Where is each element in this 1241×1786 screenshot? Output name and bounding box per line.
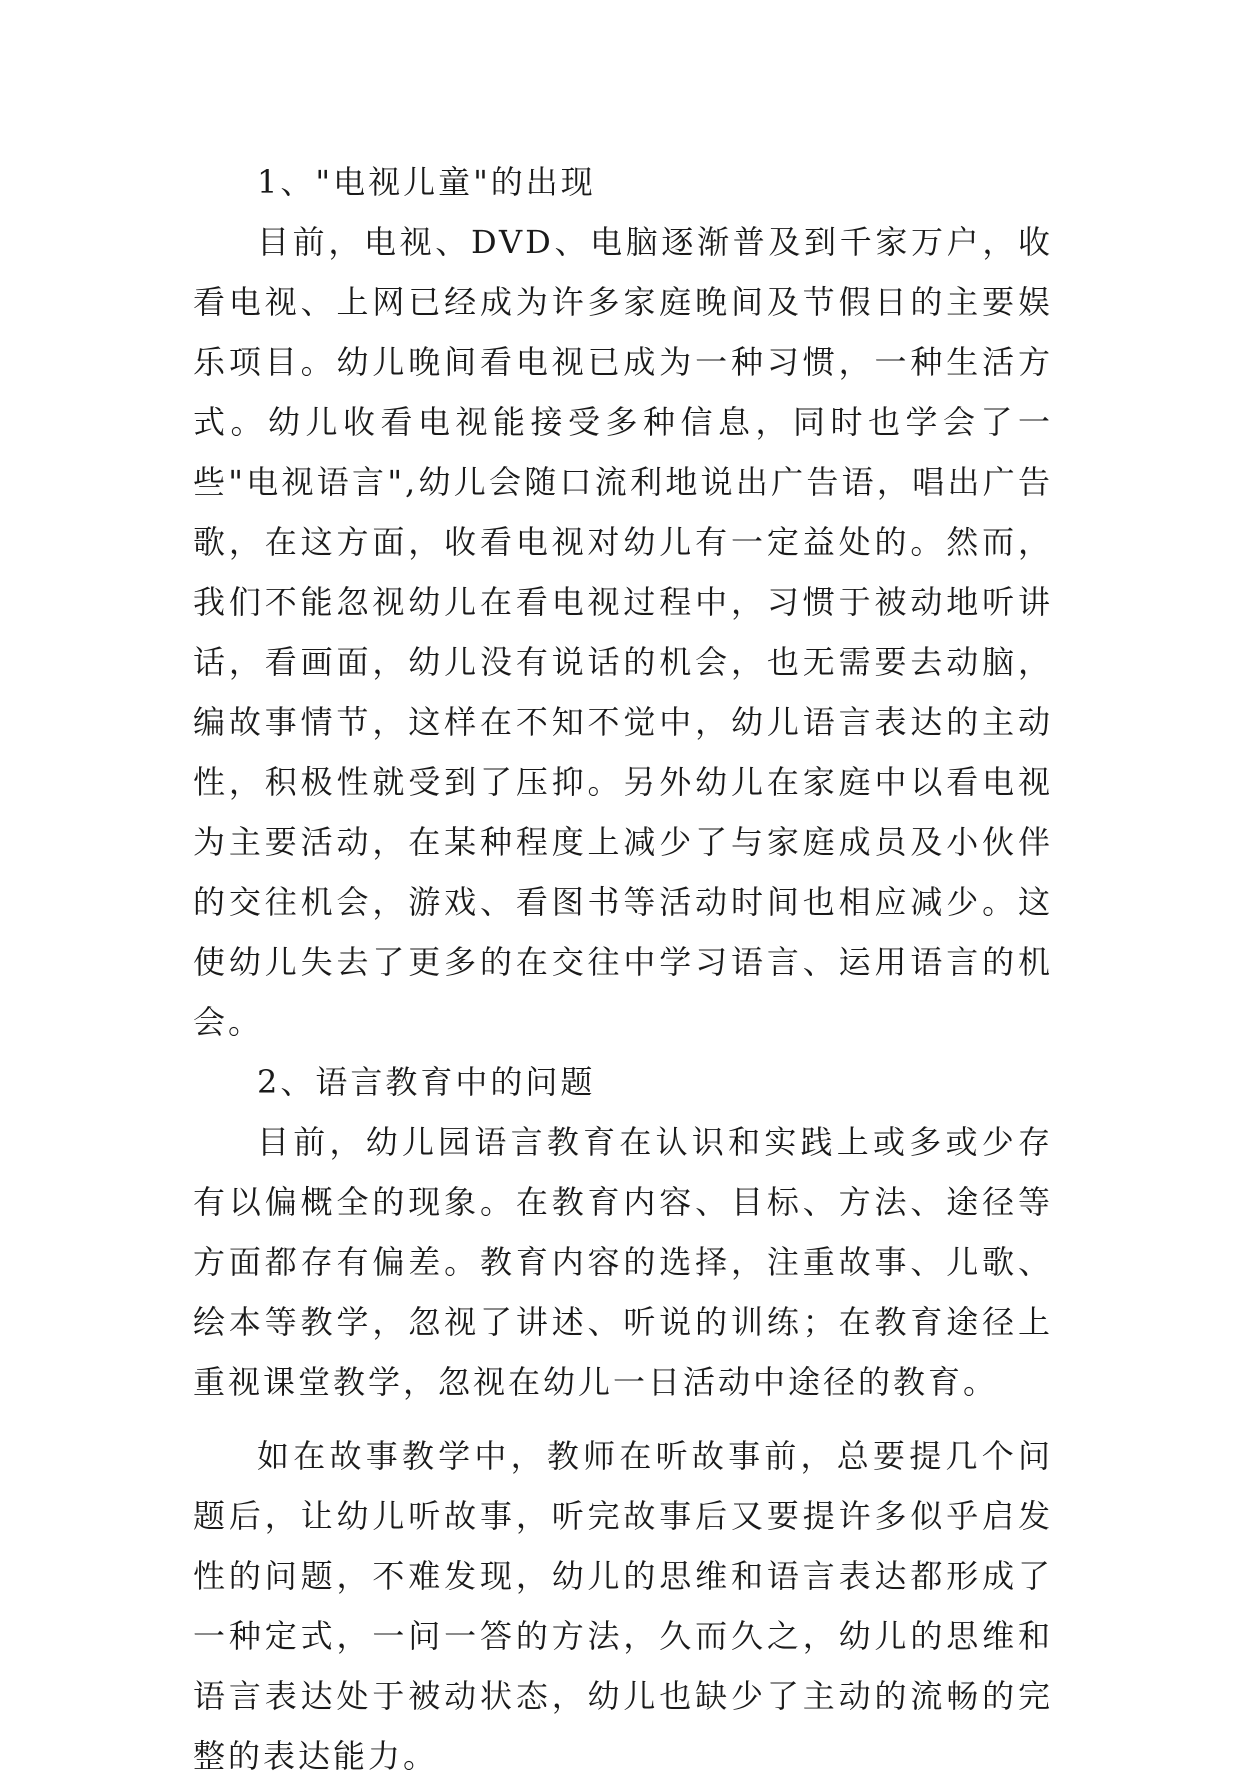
section-heading-1: 1、"电视儿童"的出现 xyxy=(257,163,596,201)
section-heading-2: 2、语言教育中的问题 xyxy=(257,1063,596,1101)
paragraph-language-education: 目前，幼儿园语言教育在认识和实践上或多或少存有以偏概全的现象。在教育内容、目标、方法、途径等方面都存有偏差。教育内容的选择，注重故事、儿歌、绘本等教学，忽视了讲述、听说的训练；在教育途径上重视课堂教学，忽视在幼儿一日活动中途径的教育。 xyxy=(193,1123,1053,1401)
document-body xyxy=(193,152,1053,1786)
paragraph-story-teaching: 如在故事教学中，教师在听故事前，总要提几个问题后，让幼儿听故事，听完故事后又要提许多似乎启发性的问题，不难发现，幼儿的思维和语言表达都形成了一种定式，一问一答的方法，久而久之，幼儿的思维和语言表达处于被动状态，幼儿也缺少了主动的流畅的完整的表达能力。 xyxy=(193,1437,1053,1775)
paragraph-tv-children: 目前，电视、DVD、电脑逐渐普及到千家万户，收看电视、上网已经成为许多家庭晚间及节假日的主要娱乐项目。幼儿晚间看电视已成为一种习惯，一种生活方式。幼儿收看电视能接受多种信息，同时也学会了一些"电视语言",幼儿会随口流利地说出广告语，唱出广告歌，在这方面，收看电视对幼儿有一定益处的。然而，我们不能忽视幼儿在看电视过程中，习惯于被动地听讲话，看画面，幼儿没有说话的机会，也无需要去动脑，编故事情节，这样在不知不觉中，幼儿语言表达的主动性，积极性就受到了压抑。另外幼儿在家庭中以看电视为主要活动，在某种程度上减少了与家庭成员及小伙伴的交往机会，游戏、看图书等活动时间也相应减少。这使幼儿失去了更多的在交往中学习语言、运用语言的机会。 xyxy=(193,223,1053,1041)
